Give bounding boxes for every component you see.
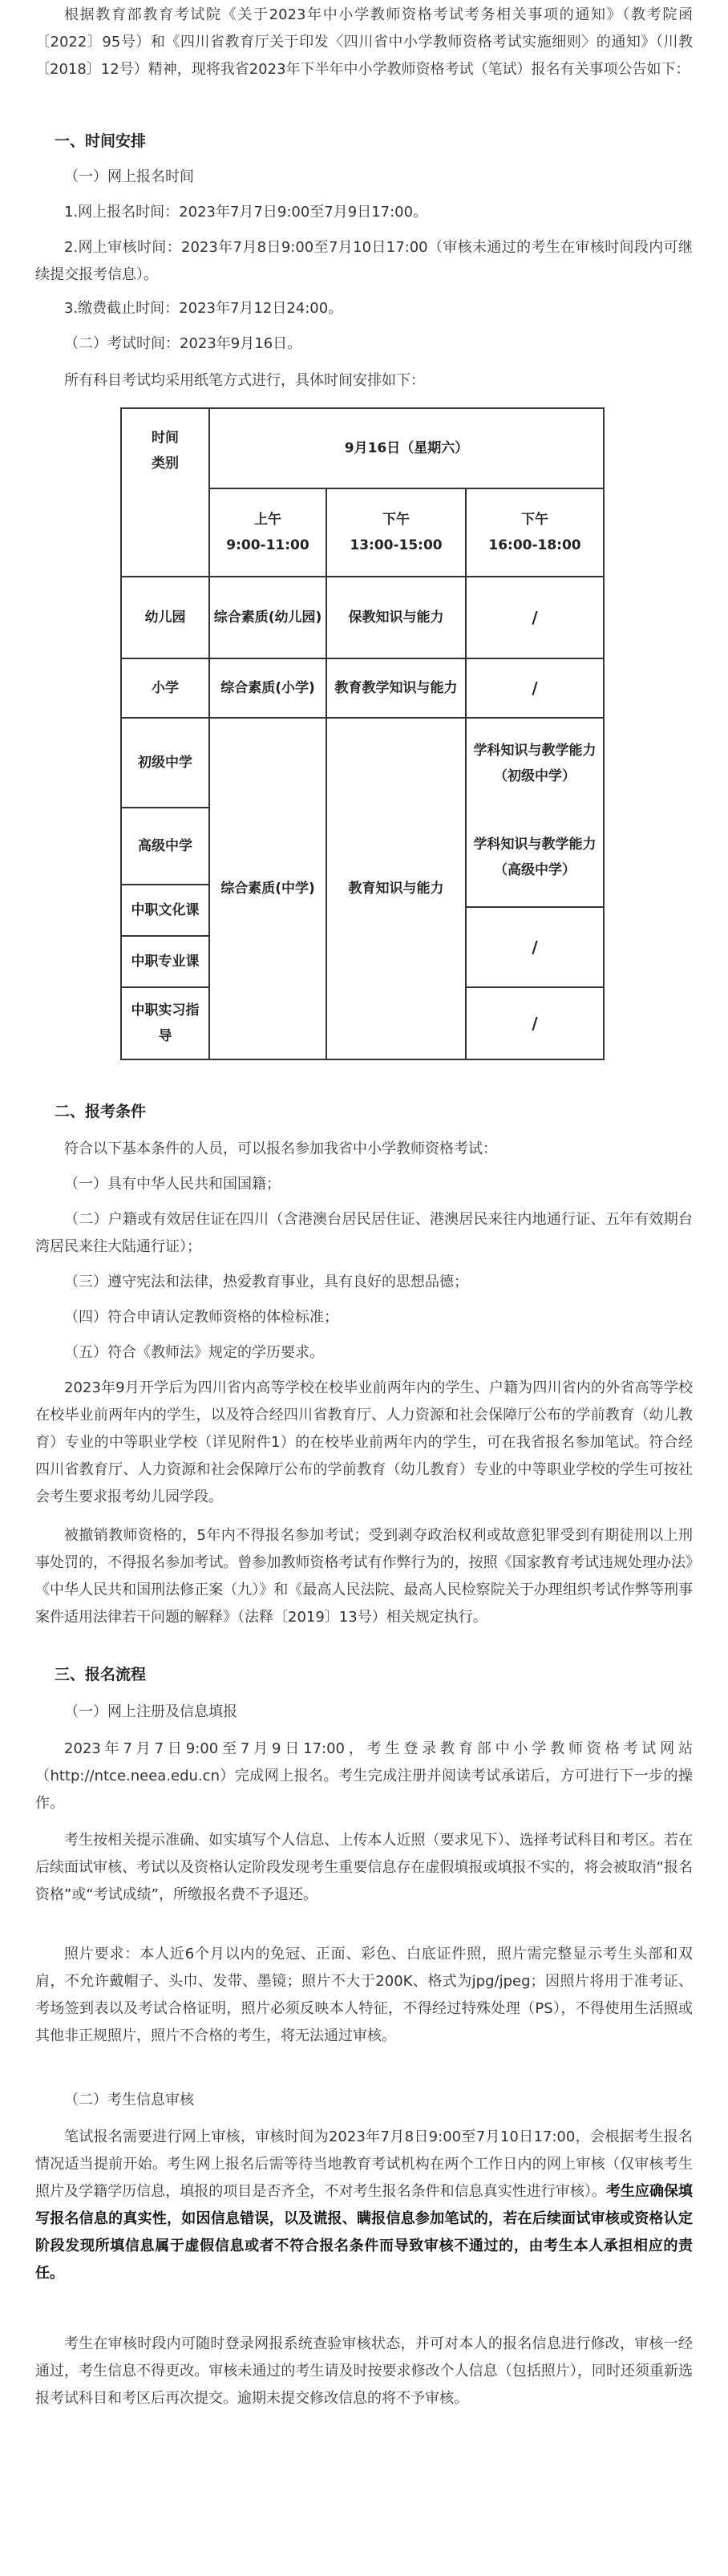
period-afternoon-2 (467, 489, 603, 576)
period-afternoon-2-time: 16:00-18:00 (488, 537, 581, 553)
online-review-time: 2.网上审核时间：2023年7月8日9:00至7月10日17:00（审核未通过的考生在审核时间段内可继续提交报考信息）。 (35, 239, 693, 283)
subsection-online-registration: （一）网上注册及信息填报 (64, 1703, 237, 1720)
row-label-senior: 高级中学 (138, 838, 192, 854)
review-paragraph (35, 2124, 693, 2287)
section-1-title: 一、时间安排 (55, 132, 147, 150)
period-afternoon-1-label: 下午 (382, 512, 410, 528)
period-morning-label: 上午 (254, 512, 281, 528)
condition-law: （三）遵守宪法和法律，热爱教育事业，具有良好的思想品德； (64, 1274, 468, 1290)
table-corner-cell (122, 409, 208, 492)
review-responsibility-bold-text: 考生应确保填写报名信息的真实性，如因信息错误，以及谎报、瞒报信息参加笔试的，若在后续面试审核或资格认定阶段发现所填信息属于虚假信息或者不符合报名条件而导致审核不通过的，由考生本人承担相应的责任。 (35, 2183, 694, 2282)
information-filling-paragraph: 考生按相关提示准确、如实填写个人信息、上传本人近照（要求见下）、选择考试科目和考区。若在后续面试审核、考试以及资格认定阶段发现考生重要信息存在虚假填报或填报不实的，将会被取消“报名资格”或“考试成绩”，所缴报名费不予退还。 (35, 1832, 693, 1903)
payment-deadline: 3.缴费截止时间：2023年7月12日24:00。 (64, 300, 343, 317)
row-label-kindergarten: 幼儿园 (144, 610, 186, 626)
kindergarten-afternoon-1-subject: 保教知识与能力 (348, 610, 444, 626)
kindergarten-morning-subject: 综合素质(幼儿园) (213, 610, 322, 626)
section-3-title: 三、报名流程 (55, 1666, 147, 1683)
exam-method-note: 所有科目考试均采用纸笔方式进行，具体时间安排如下： (64, 372, 425, 389)
review-paragraph-text: 笔试报名需要进行网上审核，审核时间为2023年7月8日9:00至7月10日17:00，会根据考生报名情况适当提前开始。考生网上报名后需等待当地教育考试机构在两个工作日内的网上审核（仅审核考生照片及学籍学历信息，填报的项目是否齐全，不对考生报名条件和信息真实性进行审核）。 (35, 2128, 693, 2200)
online-registration-time: 1.网上报名时间：2023年7月7日9:00至7月9日17:00。 (64, 204, 428, 221)
period-afternoon-1-time: 13:00-15:00 (350, 537, 443, 553)
corner-time-label: 时间 (152, 430, 179, 446)
vocational-practice-afternoon-2-subject: / (532, 1014, 538, 1033)
period-morning (210, 489, 326, 576)
junior-afternoon-2-subject: 学科知识与教学能力（初级中学） (473, 743, 597, 784)
corner-category-label: 类别 (152, 456, 179, 472)
condition-health: （四）符合申请认定教师资格的体检标准； (64, 1309, 338, 1326)
period-afternoon-2-label: 下午 (521, 512, 548, 528)
kindergarten-afternoon-2-subject: / (532, 608, 538, 627)
middle-morning-subject: 综合素质(中学) (220, 881, 315, 897)
condition-education: （五）符合《教师法》规定的学历要求。 (64, 1344, 324, 1361)
row-label-junior: 初级中学 (138, 755, 192, 771)
row-label-vocational-culture: 中职文化课 (131, 902, 200, 918)
date-header: 9月16日（星期六） (344, 440, 469, 456)
row-label-vocational-major: 中职专业课 (131, 954, 200, 970)
condition-residence: （二）户籍或有效居住证在四川（含港澳台居民居住证、港澳居民来往内地通行证、五年有效期台湾居民来往大陆通行证）； (35, 1211, 693, 1255)
row-label-vocational-practice: 中职实习指导 (131, 1002, 200, 1044)
exam-schedule-table (120, 407, 605, 1060)
registration-procedure-paragraph: 2023年7月7日9:00至7月9日17:00，考生登录教育部中小学教师资格考试网站（http://ntce.neea.edu.cn）完成网上报名。考生完成注册并阅读考试承诺后，方可进行下一步的操作。 (35, 1740, 693, 1812)
senior-afternoon-2-subject: 学科知识与教学能力（高级中学） (473, 836, 597, 878)
period-afternoon-1 (327, 489, 465, 576)
photo-requirements-paragraph: 照片要求：本人近6个月以内的免冠、正面、彩色、白底证件照，照片需完整显示考生头部和双肩，不允许戴帽子、头巾、发带、墨镜；照片不大于200K、格式为jpg/jpeg；因照片将用于准考证、考场签到表以及考试合格证明，照片必须反映本人特征，不得经过特殊处理（PS），不得使用生活照或其他非正规照片，照片不合格的考生，将无法通过审核。 (35, 1946, 693, 2044)
intro-paragraph: 根据教育部教育考试院《关于2023年中小学教师资格考试考务相关事项的通知》（教考院函〔2022〕95号）和《四川省教育厅关于印发〈四川省中小学教师资格考试实施细则〉的通知》（川教〔2018〕12号）精神，现将我省2023年下半年中小学教师资格考试（笔试）报名有关事项公告如下： (35, 6, 693, 78)
subsection-registration-time: （一）网上报名时间 (64, 168, 194, 185)
exam-date: （二）考试时间：2023年9月16日。 (64, 335, 302, 352)
primary-afternoon-1-subject: 教育教学知识与能力 (334, 680, 458, 696)
middle-afternoon-1-subject: 教育知识与能力 (348, 881, 444, 897)
review-status-paragraph: 考生在审核时段内可随时登录网报系统查验审核状态，并可对本人的报名信息进行修改，审核一经通过，考生信息不得更改。审核未通过的考生请及时按要求修改个人信息（包括照片），同时还须重新选报考试科目和考区后再次提交。逾期未提交修改信息的将不予审核。 (35, 2335, 693, 2407)
primary-morning-subject: 综合素质(小学) (220, 680, 315, 696)
students-eligibility-paragraph: 2023年9月开学后为四川省内高等学校在校毕业前两年内的学生、户籍为四川省内的外省高等学校在校毕业前两年内的学生，以及符合经四川省教育厅、人力资源和社会保障厅公布的学前教育（幼儿教育）专业的中等职业学校（详见附件1）的在校毕业前两年内的学生，可在我省报名参加笔试。符合经四川省教育厅、人力资源和社会保障厅公布的学前教育（幼儿教育）专业的中等职业学校的学生可按社会考生要求报考幼儿园学段。 (35, 1379, 693, 1505)
disqualification-paragraph: 被撤销教师资格的，5年内不得报名参加考试；受到剥夺政治权利或故意犯罪受到有期徒刑以上刑事处罚的，不得报名参加考试。曾参加教师资格考试有作弊行为的，按照《国家教育考试违规处理办法》《中华人民共和国刑法修正案（九）》和《最高人民法院、最高人民检察院关于办理组织考试作弊等刑事案件适用法律若干问题的解释》（法释〔2019〕13号）相关规定执行。 (35, 1527, 693, 1626)
row-label-primary: 小学 (152, 680, 179, 696)
vocational-major-afternoon-2-subject: / (532, 938, 538, 957)
conditions-lead: 符合以下基本条件的人员，可以报名参加我省中小学教师资格考试： (64, 1140, 497, 1157)
primary-afternoon-2-subject: / (532, 678, 538, 698)
section-2-title: 二、报考条件 (55, 1103, 147, 1120)
period-morning-time: 9:00-11:00 (226, 537, 309, 553)
condition-nationality: （一）具有中华人民共和国国籍； (64, 1176, 281, 1193)
subsection-information-review: （二）考生信息审核 (64, 2092, 194, 2108)
